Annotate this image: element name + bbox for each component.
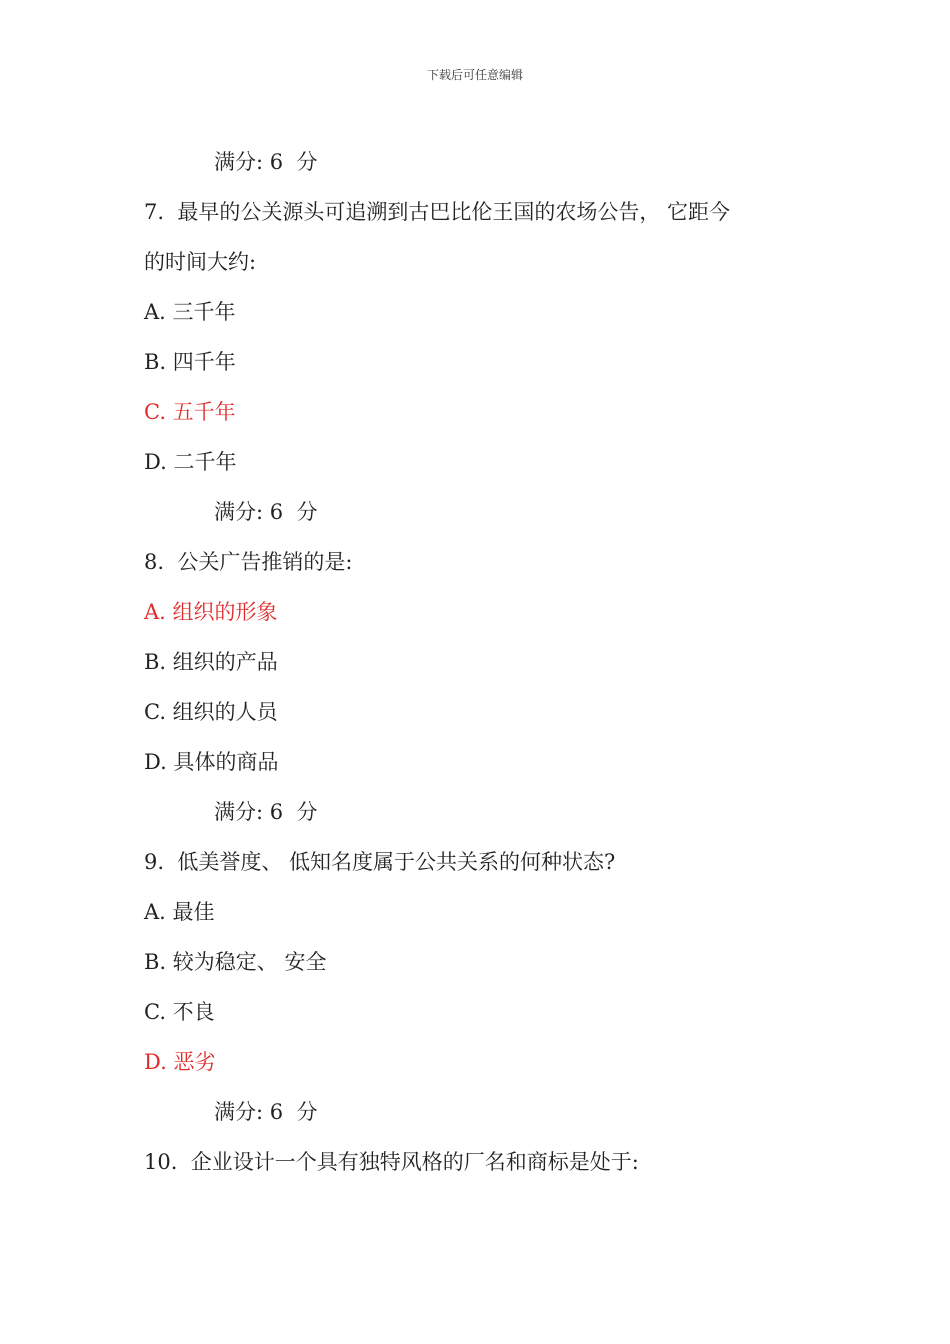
option-b: B. 较为稳定、 安全 <box>144 950 327 974</box>
score-line: 满分: 6 分 <box>214 150 318 174</box>
option-d-correct: D. 恶劣 <box>144 1050 216 1074</box>
question-8-text: 8. 公关广告推销的是: <box>144 550 353 574</box>
question-7-text: 7. 最早的公关源头可追溯到古巴比伦王国的农场公告， 它距今 <box>144 200 731 224</box>
score-line: 满分: 6 分 <box>214 1100 318 1124</box>
question-9-text: 9. 低美誉度、 低知名度属于公共关系的何种状态? <box>144 850 616 874</box>
option-a-correct: A. 组织的形象 <box>144 600 278 624</box>
option-c: C. 不良 <box>144 1000 215 1024</box>
score-line: 满分: 6 分 <box>214 500 318 524</box>
option-b: B. 四千年 <box>144 350 236 374</box>
question-7-text-continued: 的时间大约: <box>144 250 257 274</box>
option-c-correct: C. 五千年 <box>144 400 236 424</box>
option-a: A. 最佳 <box>144 900 215 924</box>
question-10-text: 10. 企业设计一个具有独特风格的厂名和商标是处于: <box>144 1150 639 1174</box>
score-line: 满分: 6 分 <box>214 800 318 824</box>
option-d: D. 二千年 <box>144 450 237 474</box>
option-c: C. 组织的人员 <box>144 700 278 724</box>
option-b: B. 组织的产品 <box>144 650 278 674</box>
option-d: D. 具体的商品 <box>144 750 279 774</box>
page-header: 下载后可任意编辑 <box>426 68 523 82</box>
option-a: A. 三千年 <box>144 300 236 324</box>
